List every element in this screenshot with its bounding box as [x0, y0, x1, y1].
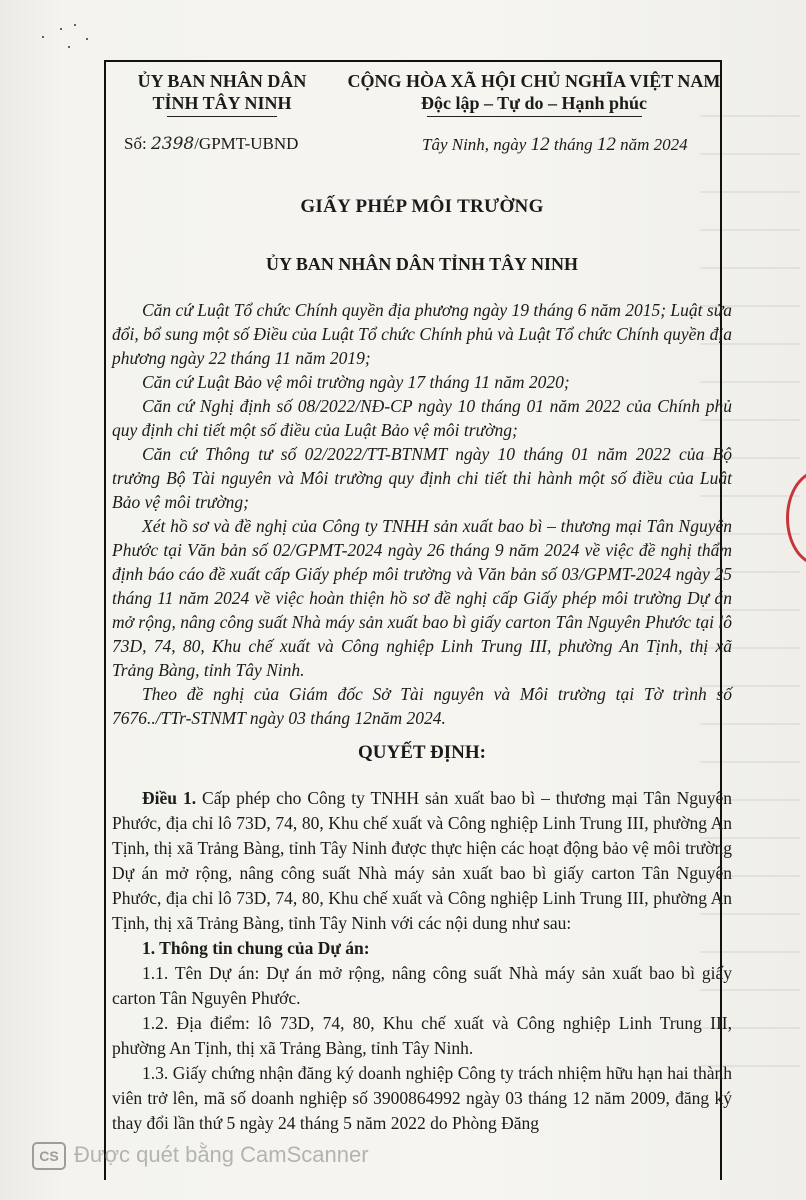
issuer-header	[112, 70, 332, 117]
article-1	[112, 786, 732, 936]
date-year: năm 2024	[620, 135, 688, 154]
issuer-line1: ỦY BAN NHÂN DÂN	[137, 71, 307, 91]
camscanner-logo: CS	[32, 1142, 66, 1170]
section-item: 1.2. Địa điểm: lô 73D, 74, 80, Khu chế xuất và Công nghiệp Linh Trung III, phường An Tịnh, thị xã Trảng Bàng, tỉnh Tây Ninh.	[112, 1013, 732, 1058]
handwritten-number: 2398	[150, 134, 195, 154]
issuing-authority: ỦY BAN NHÂN DÂN TỈNH TÂY NINH	[265, 254, 579, 274]
handwritten-month: 12	[596, 134, 616, 155]
national-title: CỘNG HÒA XÃ HỘI CHỦ NGHĨA VIỆT NAM	[347, 71, 721, 91]
decision-body	[112, 786, 732, 1136]
legal-basis	[112, 298, 732, 730]
handwritten-day: 12	[530, 134, 550, 155]
basis-paragraph: Xét hồ sơ và đề nghị của Công ty TNHH sản xuất bao bì – thương mại Tân Nguyên Phước tại Văn bản số 02/GPMT-2024 ngày 26 tháng 9 năm 2024 về việc đề nghị thẩm định báo cáo đề xuất cấp Giấy phép môi trường và Văn bản số 03/GPMT-2024 ngày 25 tháng 11 năm 2024 về việc hoàn thiện hồ sơ đề nghị cấp Giấy phép môi trường Dự án mở rộng, nâng công suất Nhà máy sản xuất bao bì giấy carton Tân Nguyên Phước tại lô 73D, 74, 80, Khu chế xuất và Công nghiệp Linh Trung III, phường An Tịnh, thị xã Trảng Bàng, tỉnh Tây Ninh.	[112, 516, 732, 680]
handwritten-proposal-month: 12	[354, 708, 372, 728]
proposal-mid2: tháng	[310, 708, 351, 728]
national-header	[344, 70, 724, 117]
basis-paragraph: Căn cứ Nghị định số 08/2022/NĐ-CP ngày 10 tháng 01 năm 2022 của Chính phủ quy định chi tiết một số điều của Luật Bảo vệ môi trường;	[112, 396, 732, 440]
proposal-paragraph	[112, 682, 732, 730]
decision-heading: QUYẾT ĐỊNH:	[358, 742, 486, 763]
date-prefix: Tây Ninh, ngày	[422, 135, 527, 154]
basis-paragraph: Căn cứ Thông tư số 02/2022/TT-BTNMT ngày 10 tháng 01 năm 2022 của Bộ trưởng Bộ Tài nguyên và Môi trường quy định chi tiết thi hành một số điều của Luật Bảo vệ môi trường;	[112, 444, 732, 512]
handwritten-proposal-number: 7676	[112, 708, 147, 728]
article-label: Điều 1.	[142, 788, 197, 808]
number-prefix: Số:	[124, 134, 147, 153]
motto-underline	[427, 116, 642, 117]
proposal-suffix: năm 2024.	[371, 708, 446, 728]
national-motto: Độc lập – Tự do – Hạnh phúc	[420, 93, 648, 113]
camscanner-watermark: Được quét bằng CamScanner	[74, 1142, 369, 1167]
document-title: GIẤY PHÉP MÔI TRƯỜNG	[300, 196, 544, 217]
issuer-underline	[167, 116, 277, 117]
issuer-line2: TỈNH TÂY NINH	[152, 93, 292, 113]
issue-date	[422, 134, 688, 156]
top-border-line	[104, 60, 722, 62]
scan-specks	[40, 22, 100, 52]
section-item: 1.1. Tên Dự án: Dự án mở rộng, nâng công suất Nhà máy sản xuất bao bì giấy carton Tân Nguyên Phước.	[112, 963, 732, 1008]
number-suffix: /GPMT-UBND	[194, 134, 299, 153]
month-label: tháng	[553, 135, 593, 154]
proposal-mid1: ../TTr-STNMT ngày	[147, 708, 284, 728]
proposal-prefix: Theo đề nghị của Giám đốc Sở Tài nguyên và Môi trường tại Tờ trình số	[142, 684, 732, 704]
left-border-line	[104, 60, 106, 1180]
document-number	[124, 134, 298, 154]
section-heading: 1. Thông tin chung của Dự án:	[142, 938, 370, 958]
article-text: Cấp phép cho Công ty TNHH sản xuất bao bì – thương mại Tân Nguyên Phước, địa chỉ lô 73D, 74, 80, Khu chế xuất và Công nghiệp Linh Trung III, phường An Tịnh, thị xã Trảng Bàng, tỉnh Tây Ninh được thực hiện các hoạt động bảo vệ môi trường Dự án mở rộng, nâng công suất Nhà máy sản xuất bao bì giấy carton Tân Nguyên Phước, địa chỉ lô 73D, 74, 80, Khu chế xuất và Công nghiệp Linh Trung III, phường An Tịnh, thị xã Trảng Bàng, tỉnh Tây Ninh với các nội dung như sau:	[112, 788, 733, 933]
handwritten-proposal-day: 03	[288, 708, 306, 728]
basis-paragraph: Căn cứ Luật Bảo vệ môi trường ngày 17 tháng 11 năm 2020;	[142, 372, 570, 392]
section-item: 1.3. Giấy chứng nhận đăng ký doanh nghiệp Công ty trách nhiệm hữu hạn hai thành viên trở lên, mã số doanh nghiệp số 3900864992 ngày 03 tháng 12 năm 2009, đăng ký thay đổi lần thứ 5 ngày 24 tháng 5 năm 2022 do Phòng Đăng	[112, 1063, 732, 1133]
basis-paragraph: Căn cứ Luật Tổ chức Chính quyền địa phương ngày 19 tháng 6 năm 2015; Luật sửa đổi, bổ sung một số Điều của Luật Tổ chức Chính phủ và Luật Tổ chức Chính quyền địa phương ngày 22 tháng 11 năm 2019;	[112, 300, 733, 368]
